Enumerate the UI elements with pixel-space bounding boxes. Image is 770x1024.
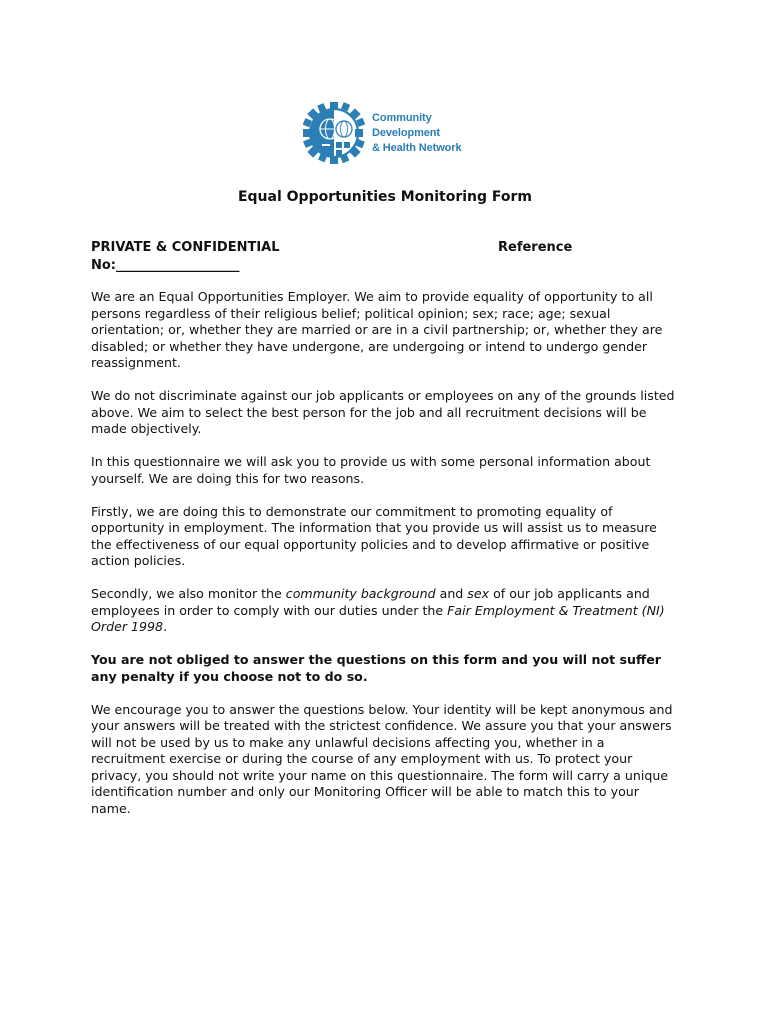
- form-body: [91, 289, 681, 834]
- questionnaire-intro-paragraph: In this questionnaire we will ask you to provide us with some personal information about yourself. We are doing this for two reasons.: [91, 454, 651, 486]
- reference-number-field: No:___________________: [91, 258, 240, 273]
- p5-text-g: .: [163, 619, 168, 634]
- p5-community-background: community background: [285, 586, 436, 601]
- logo-line-3: & Health Network: [372, 142, 462, 154]
- logo-line-1: Community: [372, 112, 432, 124]
- p5-sex: sex: [467, 586, 490, 601]
- gear-globe-icon: [300, 98, 368, 168]
- first-reason-paragraph: Firstly, we are doing this to demonstrate our commitment to promoting equality of opportunity in employment. The information that you provide us will assist us to measure the effectiveness of our equal opportunity policies and to develop affirmative or positive action policies.: [91, 503, 657, 568]
- logo-line-2: Development: [372, 127, 440, 139]
- not-obliged-notice: You are not obliged to answer the questions on this form and you will not suffer any penalty if you choose not to do so.: [91, 652, 661, 684]
- p5-text-e: of our job applicants and employees in order to comply with our duties under the: [91, 586, 650, 618]
- organization-name: [372, 111, 461, 156]
- privacy-assurance-paragraph: We encourage you to answer the questions below. Your identity will be kept anonymous and your answers will be treated with the strictest confidence. We assure you that your answers will not be used by us to make any unlawful decisions affecting you, whether in a recruitment exercise or during the course of any employment with us. To protect your privacy, you should not write your name on this questionnaire. The form will carry a unique identification number and only our Monitoring Officer will be able to match this to your name.: [91, 701, 673, 816]
- organization-logo: [300, 98, 480, 170]
- p5-legislation: Fair Employment & Treatment (NI) Order 1998: [91, 602, 665, 634]
- equal-opportunities-paragraph: We are an Equal Opportunities Employer. We aim to provide equality of opportunity to all persons regardless of their religious belief; political opinion; sex; race; age; sexual orientation; or, whether they are married or are in a civil partnership; or, whether they are disabled; or whether they have undergone, are undergoing or intend to undergo gender reassignment.: [91, 289, 663, 370]
- non-discrimination-paragraph: We do not discriminate against our job applicants or employees on any of the grounds listed above. We aim to select the best person for the job and all recruitment decisions will be made objectively.: [91, 388, 675, 436]
- p5-text-c: and: [435, 586, 468, 601]
- form-title: Equal Opportunities Monitoring Form: [237, 189, 533, 205]
- private-confidential-label: PRIVATE & CONFIDENTIAL: [91, 240, 280, 255]
- reference-label: Reference: [498, 240, 573, 255]
- p5-text-a: Secondly, we also monitor the: [91, 586, 286, 601]
- second-reason-paragraph: [91, 586, 681, 636]
